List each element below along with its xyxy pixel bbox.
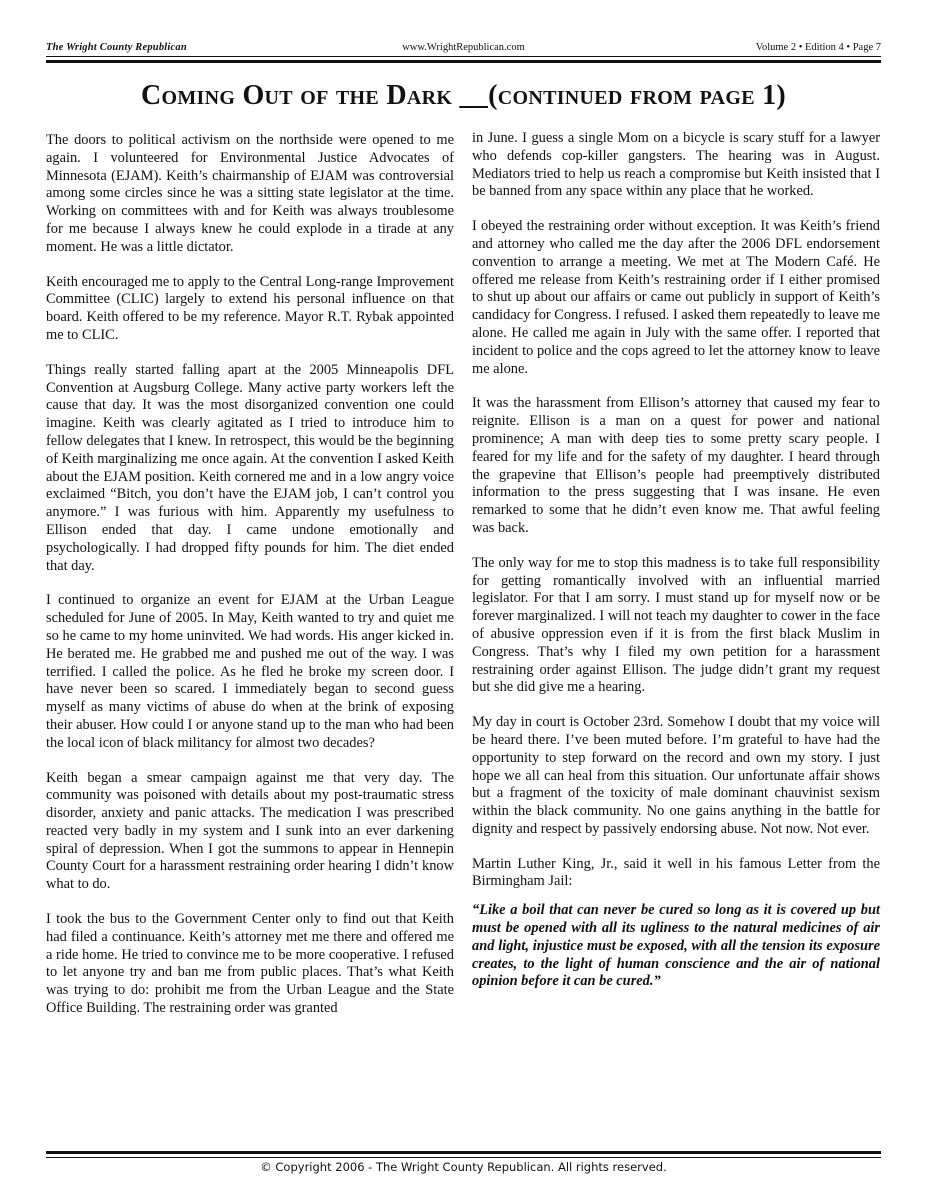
paragraph: It was the harassment from Ellison’s attorney that caused my fear to reignite. Ellison is a man on a quest for power and national prominence; A man with deep ties to some pretty scary people. I feared for my life and for the safety of my daughter. I heard through the grapevine that Ellison’s people had preemptively distributed information to the press suggesting that I was insane. He even remarked to some that he didn’t even know me. That awful feeling was back. [472,395,880,536]
left-column [46,132,454,1035]
copyright-footer: © Copyright 2006 - The Wright County Republican. All rights reserved. [260,1160,667,1174]
paragraph: I continued to organize an event for EJAM at the Urban League scheduled for June of 2005. In May, Keith wanted to try and quiet me so he came to my home uninvited. We had words. His anger kicked in. He berated me. He grabbed me and pushed me out of the way. I was terrified. I called the police. As he fled he broke my screen door. I have never been so scared. I immediately began to second guess myself as many victims of abuse do when at the brink of exposing their abuser. How could I or anyone stand up to the man who had been the local icon of black militancy for almost two decades? [46,592,454,751]
right-column [472,130,880,1008]
paragraph: The doors to political activism on the northside were opened to me again. I volunteered for Environmental Justice Advocates of Minnesota (EJAM). Keith’s chairmanship of EJAM was controversial among some circles since he was a sitting state legislator at the time. Working on committees with and for Keith was always troublesome for me because I always knew he could explode in a tirade at any moment. He was a little dictator. [46,132,454,255]
paragraph: in June. I guess a single Mom on a bicycle is scary stuff for a lawyer who defends cop-killer gangsters. The hearing was in August. Mediators tried to help us reach a compromise but Keith insisted that I be banned from any space within any place that he worked. [472,130,880,200]
footer-rule-thin [46,1157,881,1158]
header-rule-thick [46,60,881,63]
header-rule-thin [46,56,881,57]
publication-name: The Wright County Republican [46,42,187,53]
paragraph: The only way for me to stop this madness is to take full responsibility for getting romantically involved with an influential married legislator. For that I am sorry. I must stand up for myself now or be forever marginalized. I will not teach my daughter to cower in the face of abusive oppression even if it is from the first black Muslim in Congress. That’s why I filed my own petition for a harassment restraining order against Ellison. The judge didn’t grant my request but she did give me a hearing. [472,554,880,696]
website-url: www.WrightRepublican.com [402,42,525,53]
issue-info: Volume 2 • Edition 4 • Page 7 [755,42,881,53]
paragraph: My day in court is October 23rd. Somehow I doubt that my voice will be heard there. I’ve been muted before. I’m grateful to have had the opportunity to step forward on the record and own my story. I just hope we all can heal from this situation. Our unfortunate affair shows but a fragment of the toxicity of male dominant chauvinist sexism within the black community. No one gains anything in the battle for dignity and respect by passively endorsing abuse. Not now. Not ever. [472,714,880,837]
mlk-quote: “Like a boil that can never be cured so long as it is covered up but must be opened with all its ugliness to the natural medicines of air and light, injustice must be exposed, with all the tension its exposure creates, to the light of human conscience and the air of national opinion before it can be cured.” [472,902,880,990]
article-headline: Coming Out of the Dark __(continued from page 1) [140,80,787,111]
paragraph: I took the bus to the Government Center only to find out that Keith had filed a continuance. Keith’s attorney met me there and offered me a ride home. He tried to convince me to be more cooperative. I refused to let anyone try and ban me from public places. That’s what Keith was trying to do: prohibit me from the Urban League and the State Office Building. The restraining order was granted [46,911,454,1017]
paragraph: Keith encouraged me to apply to the Central Long-range Improvement Committee (CLIC) largely to extend his personal influence on that board. Keith offered to be my reference. Mayor R.T. Rybak appointed me to CLIC. [46,273,454,343]
masthead [46,40,881,56]
paragraph: Martin Luther King, Jr., said it well in his famous Letter from the Birmingham Jail: [472,855,880,890]
paragraph: I obeyed the restraining order without exception. It was Keith’s friend and attorney who called me the day after the 2006 DFL endorsement convention to arrange a meeting. We met at The Modern Café. He offered me release from Keith’s restraining order if I either promised to shut up about our affairs or came out publicly in support of Keith’s candidacy for Congress. I refused. I asked them repeatedly to leave me alone. He called me again in July with the same offer. I reported that incident to police and the cops agreed to let the attorney know to leave me alone. [472,218,880,377]
paragraph: Things really started falling apart at the 2005 Minneapolis DFL Convention at Augsburg College. Many active party workers left the cause that day. It was the most disorganized convention one could imagine. Keith was clearly agitated as I tried to introduce him to fellow delegates that I knew. In retrospect, this would be the beginning of Keith marginalizing me once again. At the convention I asked Keith about the EJAM position. Keith cornered me and in a low angry voice exclaimed “Bitch, you don’t have the EJAM job, I can’t control you anymore.” I was furious with him. Apparently my usefulness to Ellison ended that day. I came undone emotionally and psychologically. I had dropped fifty pounds for him. The diet ended that day. [46,361,454,574]
paragraph: Keith began a smear campaign against me that very day. The community was poisoned with details about my post-traumatic stress disorder, anxiety and panic attacks. The medication I was prescribed reacted very badly in my system and I sunk into an ever darkening spiral of depression. When I got the summons to appear in Hennepin County Court for a harassment restraining order hearing I didn’t know what to do. [46,769,454,893]
footer-rule-thick [46,1151,881,1154]
